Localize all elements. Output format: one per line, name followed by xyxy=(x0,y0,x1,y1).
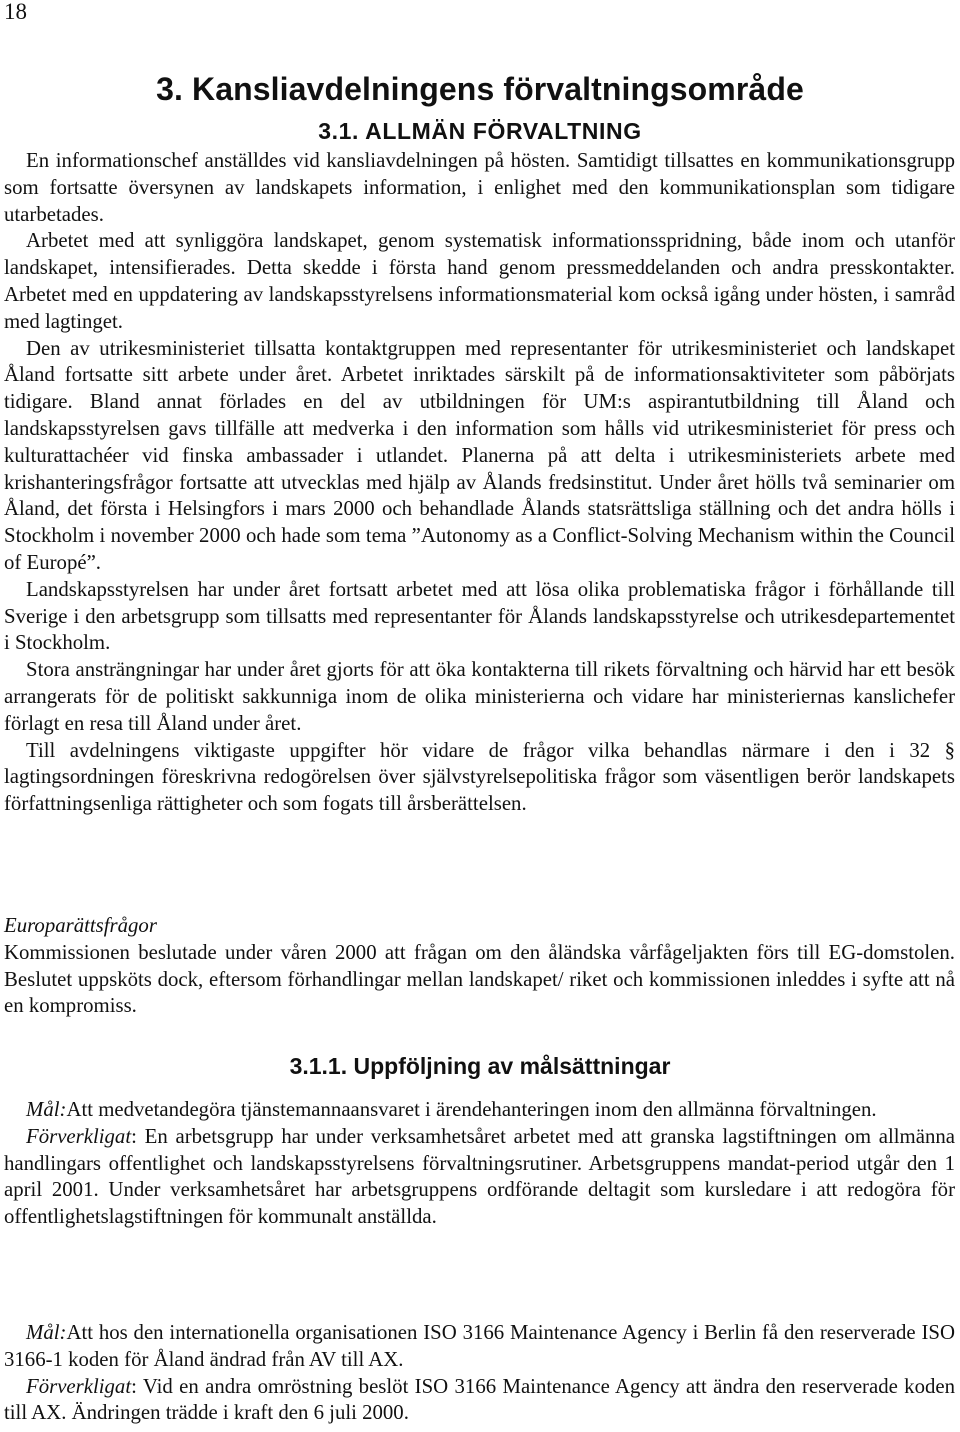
goal-text: Att medvetandegöra tjänstemannaansvaret i ärendehanteringen inom den allmänna förvaltningen. xyxy=(66,1098,877,1121)
goal-label: Mål: xyxy=(26,1321,67,1344)
paragraph: Till avdelningens viktigaste uppgifter hör vidare de frågor vilka behandlas närmare i den i 32 § lagtingsordningen föreskrivna redogörelsen över självstyrelsepolitiska frågor som väsentligen berör landskapets författningsenliga rättigheter och som fogats till årsberättelsen. xyxy=(4,738,955,816)
outcome-text: : En arbetsgrupp har under verksamhetsåret arbetet med att granska lagstiftningen om allmänna handlingars offentlighet och landskapsstyrelsens förvaltningsrutiner. Arbetsgruppens mandat-period utgår den 1 april 2001. Under verksamhetsåret har arbetsgruppens ordförande deltagit som kursledare i att redogöra för offentlighetslagstiftningen för kommunalt anställda. xyxy=(4,1124,955,1229)
europe-heading: Europarättsfrågor xyxy=(4,914,157,937)
paragraph: Landskapsstyrelsen har under året fortsatt arbetet med att lösa olika problematiska frågor i förhållande till Sverige i den arbetsgrupp som tillsatts med representanter för Ålands landskapsstyrelse och utrikesdepartementet i Stockholm. xyxy=(4,577,955,655)
paragraph: Den av utrikesministeriet tillsatta kontaktgruppen med representanter för utrikesministeriet och landskapet Åland fortsatte sitt arbete under året. Arbetet inriktades särskilt på de informationsaktiviteter som påbörjats tidigare. Bland annat förlades en del av utbildningen för UM:s aspirantutbildning till Åland och landskapsstyrelsen gavs tillfälle att medverka i den information som hålls vid utrikesministeriet för press och kulturattachéer vid finska ambassader i utlandet. Planerna på att delta i utrikesministeriets arbete med krishanteringsfrågor fortsatte att utvecklas med hjälp av Ålands fredsinstitut. Under året hölls två seminarier om Åland, det första i Helsingfors i mars 2000 och behandlade Ålands statsrättsliga ställning och det andra hölls i Stockholm i november 2000 och hade som tema ”Autonomy as a Conflict-Solving Mechanism within the Council of Europé”. xyxy=(4,336,955,574)
paragraph: En informationschef anställdes vid kansliavdelningen på hösten. Samtidigt tillsattes en kommunikationsgrupp som fortsatte översynen av landskapets information, i enlighet med den kommunikationsplan som tidigare utarbetades. xyxy=(4,149,955,226)
outcome-statement xyxy=(4,1374,955,1428)
paragraph: Stora ansträngningar har under året gjorts för att öka kontakterna till rikets förvaltning och härvid har ett besök arrangerats för de politiskt sakkunniga inom de olika ministerierna och vidare har ministeriernas kanslichefer förlagt en resa till Åland under året. xyxy=(4,658,955,735)
goal-label: Mål: xyxy=(26,1098,67,1121)
europe-section xyxy=(4,913,955,1020)
section-title: 3.1. ALLMÄN FÖRVALTNING xyxy=(318,118,642,144)
goal-statement xyxy=(4,1097,955,1124)
outcome-statement xyxy=(4,1124,955,1231)
goal-text: Att hos den internationella organisationen ISO 3166 Maintenance Agency i Berlin få den reserverade ISO 3166-1 koden för Åland ändrad från AV till AX. xyxy=(4,1321,955,1371)
section-body xyxy=(4,148,955,818)
chapter-title: 3. Kansliavdelningens förvaltningsområde xyxy=(156,71,804,107)
goal-statement xyxy=(4,1320,955,1374)
outcome-label: Förverkligat xyxy=(26,1374,132,1398)
goal-1 xyxy=(4,1097,955,1231)
europe-text: Kommissionen beslutade under våren 2000 att frågan om den åländska vårfågeljakten förs till EG-domstolen. Beslutet uppsköts dock, eftersom förhandlingar mellan landskapet/ riket och kommissionen inleddes i syfte att nå en kompromiss. xyxy=(4,940,955,1018)
outcome-label: Förverkligat xyxy=(26,1124,132,1148)
outcome-text: : Vid en andra omröstning beslöt ISO 3166 Maintenance Agency att ändra den reserverade koden till AX. Ändringen trädde i kraft den 6 juli 2000. xyxy=(4,1374,955,1425)
page-number: 18 xyxy=(4,0,27,24)
paragraph: Arbetet med att synliggöra landskapet, genom systematisk informationsspridning, både inom och utanför landskapet, intensifierades. Detta skedde i första hand genom pressmeddelanden och andra presskontakter. Arbetet med en uppdatering av landskapsstyrelsens informationsmaterial kom också igång under hösten, i samråd med lagtinget. xyxy=(4,229,955,333)
subsection-title: 3.1.1. Uppföljning av målsättningar xyxy=(289,1053,671,1079)
goal-2 xyxy=(4,1320,955,1427)
